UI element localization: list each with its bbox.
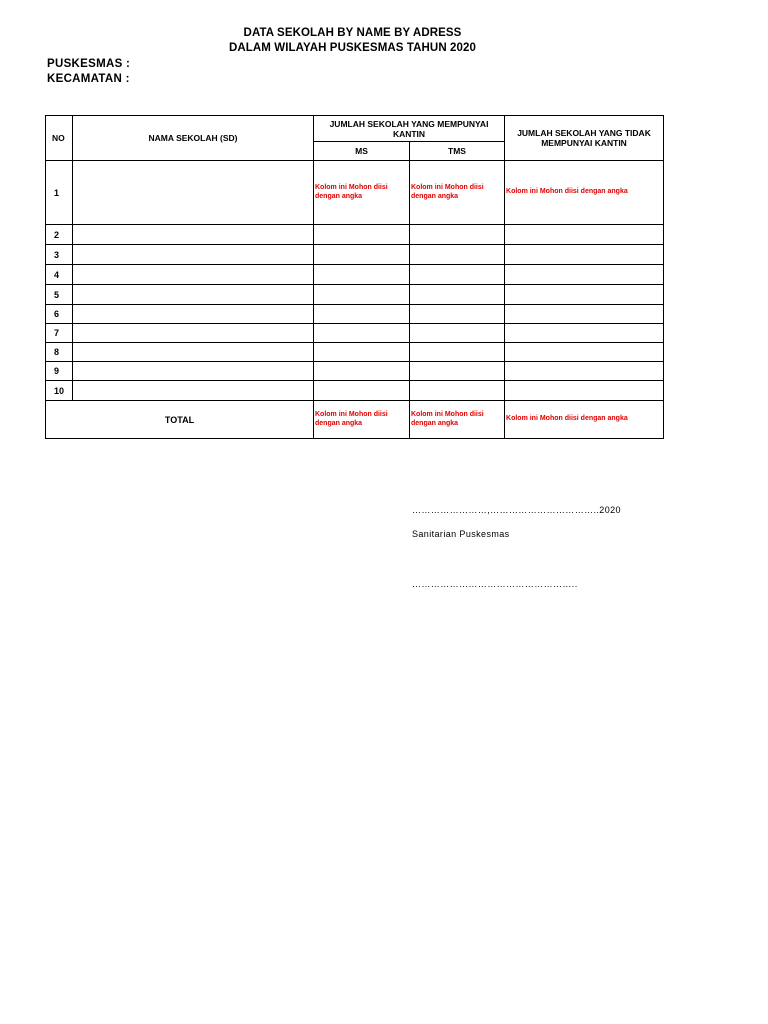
- table-row: [46, 161, 664, 225]
- row-number: 10: [46, 381, 73, 401]
- tidak-kantin-cell[interactable]: [505, 245, 664, 265]
- ms-cell[interactable]: [314, 381, 410, 401]
- tms-cell[interactable]: [410, 381, 505, 401]
- row-number: 9: [46, 362, 73, 381]
- header-kantin-group: JUMLAH SEKOLAH YANG MEMPUNYAI KANTIN: [314, 116, 505, 142]
- tms-cell[interactable]: [410, 265, 505, 285]
- row-number: 3: [46, 245, 73, 265]
- total-label: TOTAL: [46, 401, 314, 439]
- puskesmas-label: PUSKESMAS :: [47, 58, 131, 70]
- ms-cell[interactable]: [314, 245, 410, 265]
- total-row: [46, 401, 664, 439]
- row-number: 2: [46, 225, 73, 245]
- tidak-kantin-cell[interactable]: [505, 225, 664, 245]
- signature-date-line: ……………………,……………………………..2020: [412, 505, 621, 515]
- document-subtitle: DALAM WILAYAH PUSKESMAS TAHUN 2020: [228, 42, 477, 54]
- table-row: [46, 225, 664, 245]
- table-row: [46, 305, 664, 324]
- ms-cell[interactable]: [314, 285, 410, 305]
- tidak-kantin-cell[interactable]: [505, 305, 664, 324]
- table-row: [46, 362, 664, 381]
- nama-sekolah-cell[interactable]: [73, 343, 314, 362]
- nama-sekolah-cell[interactable]: [73, 324, 314, 343]
- table-row: [46, 285, 664, 305]
- nama-sekolah-cell[interactable]: [73, 265, 314, 285]
- ms-cell[interactable]: [314, 362, 410, 381]
- ms-cell[interactable]: [314, 305, 410, 324]
- school-data-table: [45, 115, 664, 439]
- tms-cell[interactable]: [410, 245, 505, 265]
- row-number: 7: [46, 324, 73, 343]
- row-number: 5: [46, 285, 73, 305]
- tidak-kantin-cell[interactable]: [505, 381, 664, 401]
- ms-cell[interactable]: [314, 324, 410, 343]
- tidak-kantin-cell[interactable]: [505, 265, 664, 285]
- nama-sekolah-cell[interactable]: [73, 225, 314, 245]
- table-row: [46, 265, 664, 285]
- tms-cell[interactable]: [410, 285, 505, 305]
- nama-sekolah-cell[interactable]: [73, 161, 314, 225]
- signature-role: Sanitarian Puskesmas: [412, 529, 510, 539]
- nama-sekolah-cell[interactable]: [73, 245, 314, 265]
- tms-cell[interactable]: [410, 343, 505, 362]
- nama-sekolah-cell[interactable]: [73, 285, 314, 305]
- tidak-kantin-cell-note[interactable]: Kolom ini Mohon diisi dengan angka: [505, 161, 664, 225]
- header-nama-sekolah: NAMA SEKOLAH (SD): [73, 116, 314, 161]
- document-title: DATA SEKOLAH BY NAME BY ADRESS: [243, 27, 462, 39]
- row-number: 1: [46, 161, 73, 225]
- kecamatan-label: KECAMATAN :: [47, 73, 130, 85]
- tidak-kantin-cell[interactable]: [505, 362, 664, 381]
- row-number: 8: [46, 343, 73, 362]
- nama-sekolah-cell[interactable]: [73, 305, 314, 324]
- row-number: 6: [46, 305, 73, 324]
- signature-name-line: ……………………………………………..: [412, 579, 578, 589]
- tms-cell[interactable]: [410, 324, 505, 343]
- header-tidak-kantin: JUMLAH SEKOLAH YANG TIDAK MEMPUNYAI KANTIN: [505, 116, 664, 161]
- table-row: [46, 324, 664, 343]
- ms-cell-note[interactable]: Kolom ini Mohon diisi dengan angka: [314, 161, 410, 225]
- header-tms: TMS: [410, 142, 505, 161]
- nama-sekolah-cell[interactable]: [73, 381, 314, 401]
- ms-cell[interactable]: [314, 343, 410, 362]
- table-row: [46, 381, 664, 401]
- table-row: [46, 343, 664, 362]
- tidak-kantin-cell[interactable]: [505, 343, 664, 362]
- tms-cell[interactable]: [410, 362, 505, 381]
- ms-cell[interactable]: [314, 265, 410, 285]
- table-row: [46, 245, 664, 265]
- header-ms: MS: [314, 142, 410, 161]
- tms-cell-note[interactable]: Kolom ini Mohon diisi dengan angka: [410, 161, 505, 225]
- tms-cell[interactable]: [410, 305, 505, 324]
- total-tidak-kantin-cell-note[interactable]: Kolom ini Mohon diisi dengan angka: [505, 401, 664, 439]
- nama-sekolah-cell[interactable]: [73, 362, 314, 381]
- tms-cell[interactable]: [410, 225, 505, 245]
- row-number: 4: [46, 265, 73, 285]
- total-tms-cell-note[interactable]: Kolom ini Mohon diisi dengan angka: [410, 401, 505, 439]
- tidak-kantin-cell[interactable]: [505, 324, 664, 343]
- header-no: NO: [46, 116, 73, 161]
- tidak-kantin-cell[interactable]: [505, 285, 664, 305]
- total-ms-cell-note[interactable]: Kolom ini Mohon diisi dengan angka: [314, 401, 410, 439]
- ms-cell[interactable]: [314, 225, 410, 245]
